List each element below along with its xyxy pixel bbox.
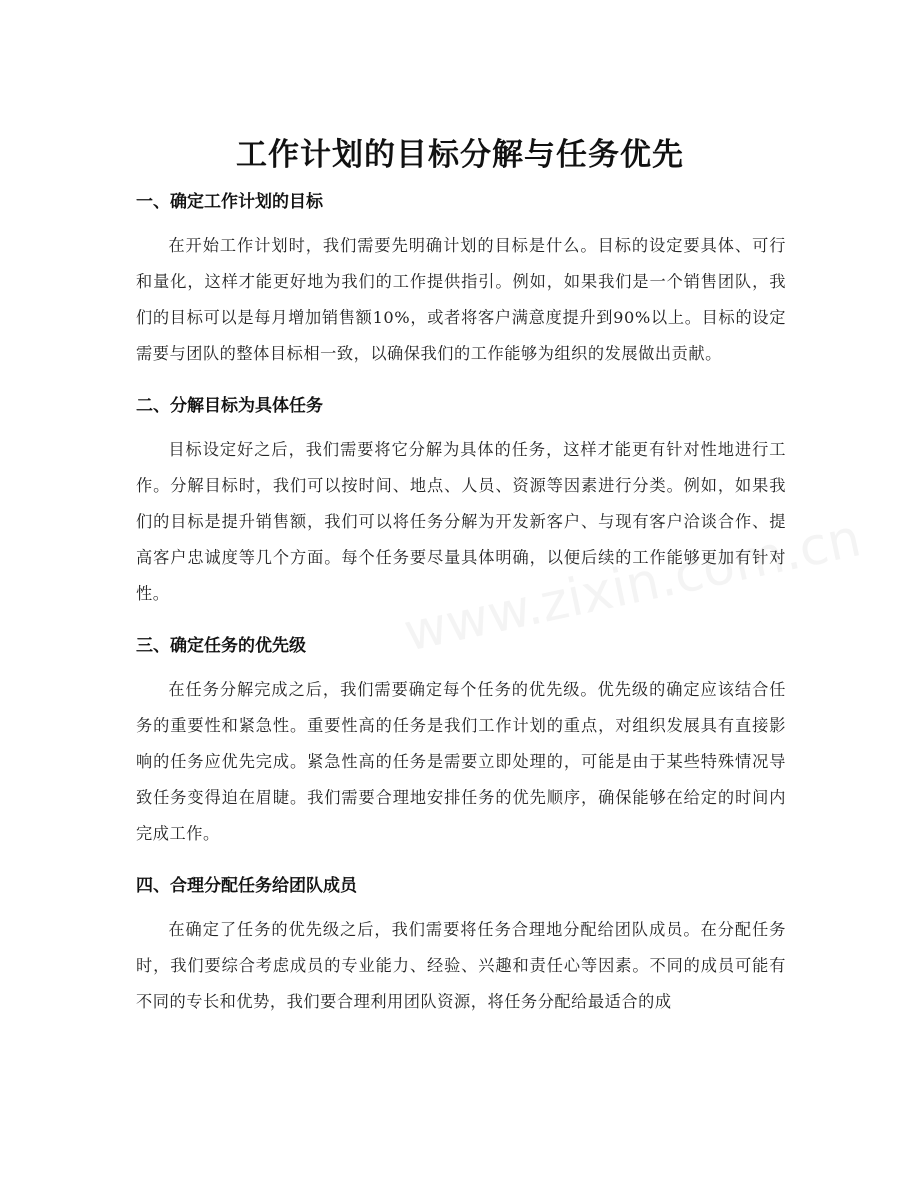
section-paragraph: 目标设定好之后，我们需要将它分解为具体的任务，这样才能更有针对性地进行工作。分解目标时，我们可以按时间、地点、人员、资源等因素进行分类。例如，如果我们的目标是提升销售额，我们可以将任务分解为开发新客户、与现有客户洽谈合作、提高客户忠诚度等几个方面。每个任务要尽量具体明确，以便后续的工作能够更加有针对性。 <box>136 440 786 603</box>
section-paragraph: 在开始工作计划时，我们需要先明确计划的目标是什么。目标的设定要具体、可行和量化，这样才能更好地为我们的工作提供指引。例如，如果我们是一个销售团队，我们的目标可以是每月增加销售额10%，或者将客户满意度提升到90%以上。目标的设定需要与团队的整体目标相一致，以确保我们的工作能够为组织的发展做出贡献。 <box>136 236 786 363</box>
section-heading: 三、确定任务的优先级 <box>136 636 306 656</box>
section-heading: 一、确定工作计划的目标 <box>136 192 323 212</box>
section-paragraph: 在任务分解完成之后，我们需要确定每个任务的优先级。优先级的确定应该结合任务的重要性和紧急性。重要性高的任务是我们工作计划的重点，对组织发展具有直接影响的任务应优先完成。紧急性高的任务是需要立即处理的，可能是由于某些特殊情况导致任务变得迫在眉睫。我们需要合理地安排任务的优先顺序，确保能够在给定的时间内完成工作。 <box>136 680 786 843</box>
document-body <box>136 186 786 1038</box>
section-assign <box>136 870 786 1020</box>
section-paragraph: 在确定了任务的优先级之后，我们需要将任务合理地分配给团队成员。在分配任务时，我们要综合考虑成员的专业能力、经验、兴趣和责任心等因素。不同的成员可能有不同的专长和优势，我们要合理利用团队资源，将任务分配给最适合的成 <box>136 920 786 1011</box>
section-decompose <box>136 390 786 612</box>
document-title: 工作计划的目标分解与任务优先 <box>236 136 684 173</box>
section-heading: 二、分解目标为具体任务 <box>136 396 323 416</box>
section-goal <box>136 186 786 372</box>
section-heading: 四、合理分配任务给团队成员 <box>136 876 357 896</box>
section-priority <box>136 630 786 852</box>
